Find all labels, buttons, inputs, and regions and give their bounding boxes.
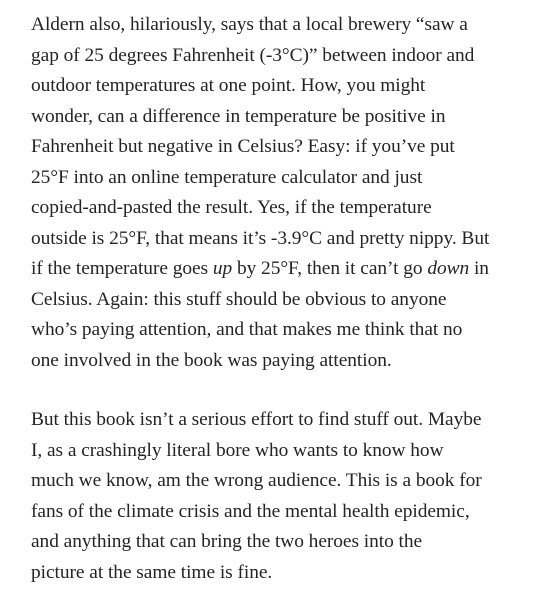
text-line xyxy=(31,41,543,72)
emphasis-up: up xyxy=(212,258,233,279)
text-line xyxy=(31,315,543,346)
text-line xyxy=(31,558,543,589)
text-line xyxy=(31,193,543,224)
text-run: Fahrenheit but negative in Celsius? Easy: if you’ve put xyxy=(31,136,455,157)
text-line xyxy=(31,254,543,285)
text-line xyxy=(31,163,543,194)
text-line xyxy=(31,71,543,102)
text-line xyxy=(31,102,543,133)
text-run: outside is 25°F, that means it’s -3.9°C and pretty nippy. But xyxy=(31,227,490,249)
text-run: picture at the same time is fine. xyxy=(31,561,273,583)
text-line xyxy=(31,466,543,497)
text-run: Celsius. Again: this stuff should be obvious to anyone xyxy=(31,288,447,310)
text-run: fans of the climate crisis and the mental health epidemic, xyxy=(31,500,470,522)
text-run: outdoor temperatures at one point. How, you might xyxy=(31,75,426,96)
text-line xyxy=(31,346,543,377)
text-line xyxy=(31,436,543,467)
text-run: I, as a crashingly literal bore who wants to know how xyxy=(31,439,444,461)
text-line xyxy=(31,285,543,316)
text-run: much we know, am the wrong audience. This is a book for xyxy=(31,470,482,491)
text-line xyxy=(31,132,543,163)
text-run: 25°F into an online temperature calculator and just xyxy=(31,166,423,188)
text-run: in xyxy=(469,258,489,279)
text-run: Aldern also, hilariously, says that a local brewery “saw a xyxy=(31,14,468,35)
text-line xyxy=(31,527,543,558)
text-line xyxy=(31,405,543,436)
paragraph-2 xyxy=(31,405,543,588)
text-run: wonder, can a difference in temperature be positive in xyxy=(31,105,446,127)
text-run: by 25°F, then it can’t go xyxy=(232,258,428,279)
text-line xyxy=(31,497,543,528)
article-body xyxy=(31,10,543,588)
text-run: if the temperature goes xyxy=(31,258,213,279)
text-line xyxy=(31,224,543,255)
text-run: and anything that can bring the two heroes into the xyxy=(31,531,423,552)
text-run: who’s paying attention, and that makes me think that no xyxy=(31,319,463,340)
emphasis-down: down xyxy=(427,258,470,279)
text-run: copied-and-pasted the result. Yes, if the temperature xyxy=(31,197,432,218)
text-run: one involved in the book was paying attention. xyxy=(31,349,392,371)
paragraph-1 xyxy=(31,10,543,376)
text-run: But this book isn’t a serious effort to find stuff out. Maybe xyxy=(31,409,482,430)
text-run: gap of 25 degrees Fahrenheit (-3°C)” between indoor and xyxy=(31,44,475,66)
text-line xyxy=(31,10,543,41)
